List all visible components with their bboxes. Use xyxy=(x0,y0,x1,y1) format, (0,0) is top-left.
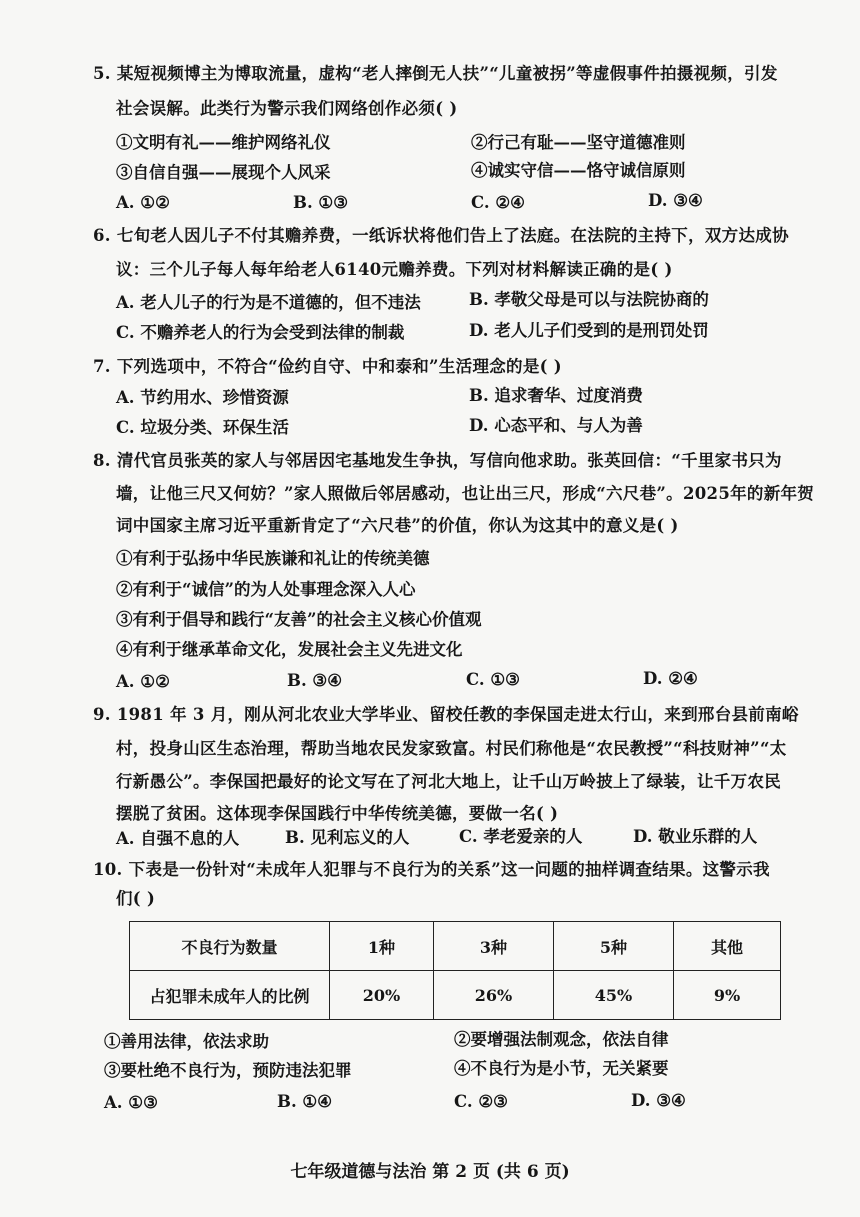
q9-choice-a: A. 自强不息的人 xyxy=(116,829,240,848)
table-cell: 3种 xyxy=(434,922,554,971)
q8-statement-3: ③有利于倡导和践行“友善”的社会主义核心价值观 xyxy=(116,610,482,629)
q7-choice-a: A. 节约用水、珍惜资源 xyxy=(116,388,289,407)
q8-statement-2: ②有利于“诚信”的为人处事理念深入人心 xyxy=(116,580,416,599)
q8-choice-c: C. ①③ xyxy=(466,670,520,689)
table-row xyxy=(130,971,781,1020)
q10-choice-c: C. ②③ xyxy=(454,1092,508,1111)
q5-statement-1: ①文明有礼——维护网络礼仪 xyxy=(116,133,331,152)
q8-choice-d: D. ②④ xyxy=(643,669,698,688)
table-cell: 20% xyxy=(330,971,434,1020)
q5-choice-a: A. ①② xyxy=(116,193,170,212)
q10-choice-b: B. ①④ xyxy=(277,1092,333,1111)
q8-stem-line-2: 墙，让他三尺又何妨？”家人照做后邻居感动，也让出三尺，形成“六尺巷”。2025年的新年贺 xyxy=(116,484,815,503)
q5-choice-c: C. ②④ xyxy=(471,193,525,212)
table-header-row xyxy=(130,922,781,971)
q10-choice-a: A. ①③ xyxy=(104,1093,158,1112)
q7-choice-b: B. 追求奢华、过度消费 xyxy=(469,386,643,405)
q10-statement-2: ②要增强法制观念，依法自律 xyxy=(454,1030,669,1049)
page-footer: 七年级道德与法治 第 2 页 (共 6 页) xyxy=(290,1162,570,1182)
survey-table xyxy=(129,921,781,1020)
table-cell: 5种 xyxy=(554,922,674,971)
q8-statement-1: ①有利于弘扬中华民族谦和礼让的传统美德 xyxy=(116,549,430,568)
q7-stem: 7. 下列选项中，不符合“俭约自守、中和泰和”生活理念的是( ) xyxy=(93,357,562,376)
q10-statement-3: ③要杜绝不良行为，预防违法犯罪 xyxy=(104,1061,352,1080)
q10-statement-1: ①善用法律，依法求助 xyxy=(104,1032,269,1051)
q9-choice-b: B. 见利忘义的人 xyxy=(285,828,410,847)
q5-statement-3: ③自信自强——展现个人风采 xyxy=(116,163,331,182)
q6-stem-line-2: 议：三个儿子每人每年给老人6140元赡养费。下列对材料解读正确的是( ) xyxy=(116,260,673,279)
q9-stem-line-2: 村，投身山区生态治理，帮助当地农民发家致富。村民们称他是“农民教授”“科技财神”“太 xyxy=(116,739,787,758)
q5-choice-d: D. ③④ xyxy=(648,191,703,210)
q6-choice-b: B. 孝敬父母是可以与法院协商的 xyxy=(469,290,709,309)
q6-choice-a: A. 老人儿子的行为是不道德的，但不违法 xyxy=(116,293,421,312)
q6-stem-line-1: 6. 七旬老人因儿子不付其赡养费，一纸诉状将他们告上了法庭。在法院的主持下，双方达成协 xyxy=(93,226,789,245)
q5-statement-4: ④诚实守信——恪守诚信原则 xyxy=(471,161,686,180)
q10-choice-d: D. ③④ xyxy=(631,1091,686,1110)
table-cell: 45% xyxy=(554,971,674,1020)
q8-choice-b: B. ③④ xyxy=(287,671,343,690)
q9-stem-line-4: 摆脱了贫困。这体现李保国践行中华传统美德，要做一名( ) xyxy=(116,804,559,823)
q8-statement-4: ④有利于继承革命文化，发展社会主义先进文化 xyxy=(116,640,463,659)
q10-stem-line-2: 们( ) xyxy=(116,889,156,908)
table-cell: 1种 xyxy=(330,922,434,971)
q9-stem-line-1: 9. 1981 年 3 月，刚从河北农业大学毕业、留校任教的李保国走进太行山，来到邢台县前南峪 xyxy=(93,705,799,724)
table-cell: 其他 xyxy=(674,922,781,971)
q7-choice-d: D. 心态平和、与人为善 xyxy=(469,416,643,435)
q8-choice-a: A. ①② xyxy=(116,672,170,691)
q6-choice-c: C. 不赡养老人的行为会受到法律的制裁 xyxy=(116,323,405,342)
q5-statement-2: ②行己有耻——坚守道德准则 xyxy=(471,133,686,152)
q5-choice-b: B. ①③ xyxy=(293,193,349,212)
q9-choice-d: D. 敬业乐群的人 xyxy=(633,827,758,846)
q6-choice-d: D. 老人儿子们受到的是刑罚处罚 xyxy=(469,321,709,340)
q8-stem-line-3: 词中国家主席习近平重新肯定了“六尺巷”的价值，你认为这其中的意义是( ) xyxy=(116,516,679,535)
table-cell: 9% xyxy=(674,971,781,1020)
table-cell: 26% xyxy=(434,971,554,1020)
q9-choice-c: C. 孝老爱亲的人 xyxy=(459,827,583,846)
q5-stem-line-1: 5. 某短视频博主为博取流量，虚构“老人摔倒无人扶”“儿童被拐”等虚假事件拍摄视频，引发 xyxy=(93,64,778,83)
table-cell: 占犯罪未成年人的比例 xyxy=(130,971,330,1020)
q7-choice-c: C. 垃圾分类、环保生活 xyxy=(116,418,289,437)
q8-stem-line-1: 8. 清代官员张英的家人与邻居因宅基地发生争执，写信向他求助。张英回信：“千里家书只为 xyxy=(93,451,782,470)
table-cell: 不良行为数量 xyxy=(130,922,330,971)
q5-stem-line-2: 社会误解。此类行为警示我们网络创作必须( ) xyxy=(116,99,458,118)
q10-stem-line-1: 10. 下表是一份针对“未成年人犯罪与不良行为的关系”这一问题的抽样调查结果。这警示我 xyxy=(93,860,770,879)
q9-stem-line-3: 行新愚公”。李保国把最好的论文写在了河北大地上，让千山万岭披上了绿装，让千万农民 xyxy=(116,772,781,791)
q10-statement-4: ④不良行为是小节，无关紧要 xyxy=(454,1059,669,1078)
